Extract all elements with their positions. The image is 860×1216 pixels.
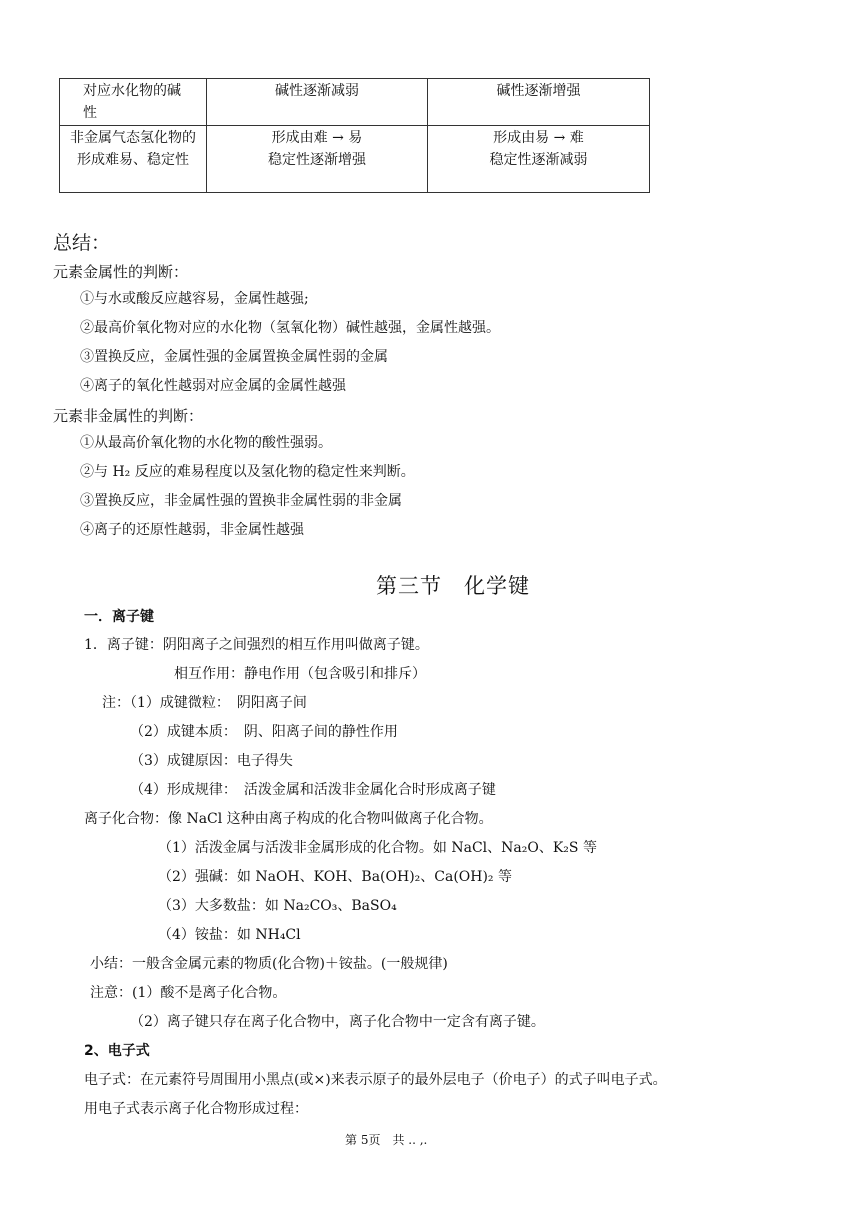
electron-formula-definition: 电子式：在元素符号周围用小黑点(或×)来表示原子的最外层电子（价电子）的式子叫电子式。 (84, 1072, 667, 1088)
table-cell (428, 126, 650, 193)
compound-item: （3）大多数盐：如 Na₂CO₃、BaSO₄ (158, 898, 397, 914)
compound-item: （4）铵盐：如 NH₄Cl (158, 927, 301, 943)
note-item: （4）形成规律： 活泼金属和活泼非金属化合时形成离子键 (130, 782, 496, 798)
list-item: ②与 H₂ 反应的难易程度以及氢化物的稳定性来判断。 (80, 464, 415, 480)
list-item: ③置换反应，金属性强的金属置换金属性弱的金属 (80, 349, 388, 365)
part-heading: 一．离子键 (84, 609, 154, 625)
list-item: ④离子的氧化性越弱对应金属的金属性越强 (80, 378, 346, 394)
metal-title: 元素金属性的判断： (53, 263, 189, 281)
list-item: ③置换反应，非金属性强的置换非金属性弱的非金属 (80, 493, 402, 509)
nonmetal-title: 元素非金属性的判断： (53, 407, 204, 425)
attention-line: 注意：(1）酸不是离子化合物。 (90, 985, 287, 1001)
table-cell (60, 79, 207, 126)
cell-line: 稳定性逐渐减弱 (489, 152, 588, 168)
note-item: （3）成键原因：电子得失 (130, 753, 293, 769)
comparison-table (59, 78, 650, 193)
list-item: ①与水或酸反应越容易，金属性越强; (80, 291, 309, 307)
definition: 1．离子键：阴阳离子之间强烈的相互作用叫做离子键。 (84, 637, 429, 653)
page-footer: 第 5页 共 .. ,. (345, 1133, 428, 1147)
cell-line: 稳定性逐渐增强 (268, 152, 366, 168)
table-cell: 碱性逐渐增强 (428, 79, 650, 126)
section-title: 第三节 化学键 (376, 574, 530, 598)
list-item: ①从最高价氧化物的水化物的酸性强弱。 (80, 435, 332, 451)
note-item: 注：（1）成键微粒： 阴阳离子间 (102, 695, 307, 711)
table-row (60, 126, 650, 193)
part-heading: 2、电子式 (84, 1043, 150, 1059)
cell-text: 非金属气态氢化物的形成难易、稳定性 (70, 130, 196, 168)
summary-heading: 总结： (53, 232, 111, 254)
table-row (60, 79, 650, 126)
note-item: （2）成键本质： 阴、阳离子间的静性作用 (130, 724, 398, 740)
electron-formula-usage: 用电子式表示离子化合物形成过程： (84, 1101, 308, 1117)
attention-line: （2）离子键只存在离子化合物中，离子化合物中一定含有离子键。 (130, 1014, 545, 1030)
compound-item: （2）强碱：如 NaOH、KOH、Ba(OH)₂、Ca(OH)₂ 等 (158, 869, 512, 885)
cell-text: 对应水化物的碱性 (83, 83, 181, 121)
table-cell: 碱性逐渐减弱 (207, 79, 428, 126)
cell-line: 形成由难 → 易 (271, 130, 363, 146)
list-item: ④离子的还原性越弱，非金属性越强 (80, 522, 304, 538)
compound-item: （1）活泼金属与活泼非金属形成的化合物。如 NaCl、Na₂O、K₂S 等 (158, 840, 597, 856)
cell-line: 形成由易 → 难 (493, 130, 584, 146)
list-item: ②最高价氧化物对应的水化物（氢氧化物）碱性越强，金属性越强。 (80, 320, 500, 336)
brief-summary: 小结：一般含金属元素的物质(化合物)＋铵盐。(一般规律) (90, 956, 448, 972)
table-cell (207, 126, 428, 193)
interaction-line: 相互作用：静电作用（包含吸引和排斥） (174, 666, 426, 682)
compound-definition: 离子化合物：像 NaCl 这种由离子构成的化合物叫做离子化合物。 (84, 811, 493, 827)
table-cell (60, 126, 207, 193)
